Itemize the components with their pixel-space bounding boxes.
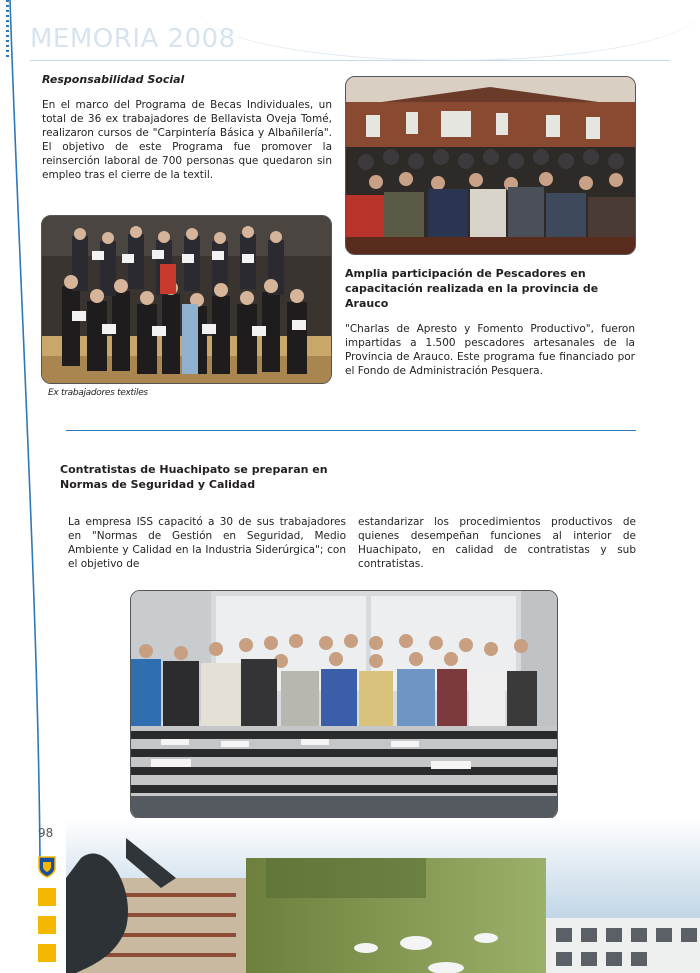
section-body-responsabilidad-social: En el marco del Programa de Becas Individuales, un total de 36 ex trabajadores de Bellavista Oveja Tomé, realizaron cursos de "Carpintería Básica y Albañilería". El objetivo de este Programa fue promover la reinserción laboral de 700 personas que quedaron sin empleo tras el cierre de la textil. <box>42 99 332 181</box>
photo-pescadores-arauco <box>345 76 636 255</box>
report-title: MEMORIA 2008 <box>30 24 236 54</box>
photo-ex-trabajadores-textiles <box>41 215 332 384</box>
section-divider <box>66 430 636 431</box>
footer-yellow-square <box>38 888 56 906</box>
section-body-contratistas-right: estandarizar los procedimientos productivos de quienes desempeñan funciones al interior de Huachipato, en calidad de contratistas y sub contratistas. <box>358 516 636 570</box>
footer-campus-photo <box>66 818 700 973</box>
photo-contratistas-huachipato <box>130 590 558 819</box>
section-heading-pescadores: Amplia participación de Pescadores en capacitación realizada en la provincia de Arauco <box>345 267 599 310</box>
footer-yellow-square <box>38 916 56 934</box>
section-heading-responsabilidad-social: Responsabilidad Social <box>42 73 185 86</box>
header-decorative-arc <box>200 0 700 61</box>
university-crest-icon <box>38 856 56 878</box>
header-rule <box>30 60 670 61</box>
section-body-contratistas-left: La empresa ISS capacitó a 30 de sus trabajadores en "Normas de Gestión en Seguridad, Medio Ambiente y Calidad en la Industria Siderúrgica"; con el objetivo de <box>68 516 346 570</box>
section-heading-contratistas-huachipato: Contratistas de Huachipato se preparan en Normas de Seguridad y Calidad <box>60 463 328 491</box>
page-number: 98 <box>38 826 54 840</box>
photo-caption: Ex trabajadores textiles <box>48 388 148 398</box>
section-body-pescadores: "Charlas de Apresto y Fomento Productivo", fueron impartidas a 1.500 pescadores artesanales de la Provincia de Arauco. Este programa fue financiado por el Fondo de Administración Pesquera. <box>345 323 635 377</box>
footer-yellow-square <box>38 944 56 962</box>
